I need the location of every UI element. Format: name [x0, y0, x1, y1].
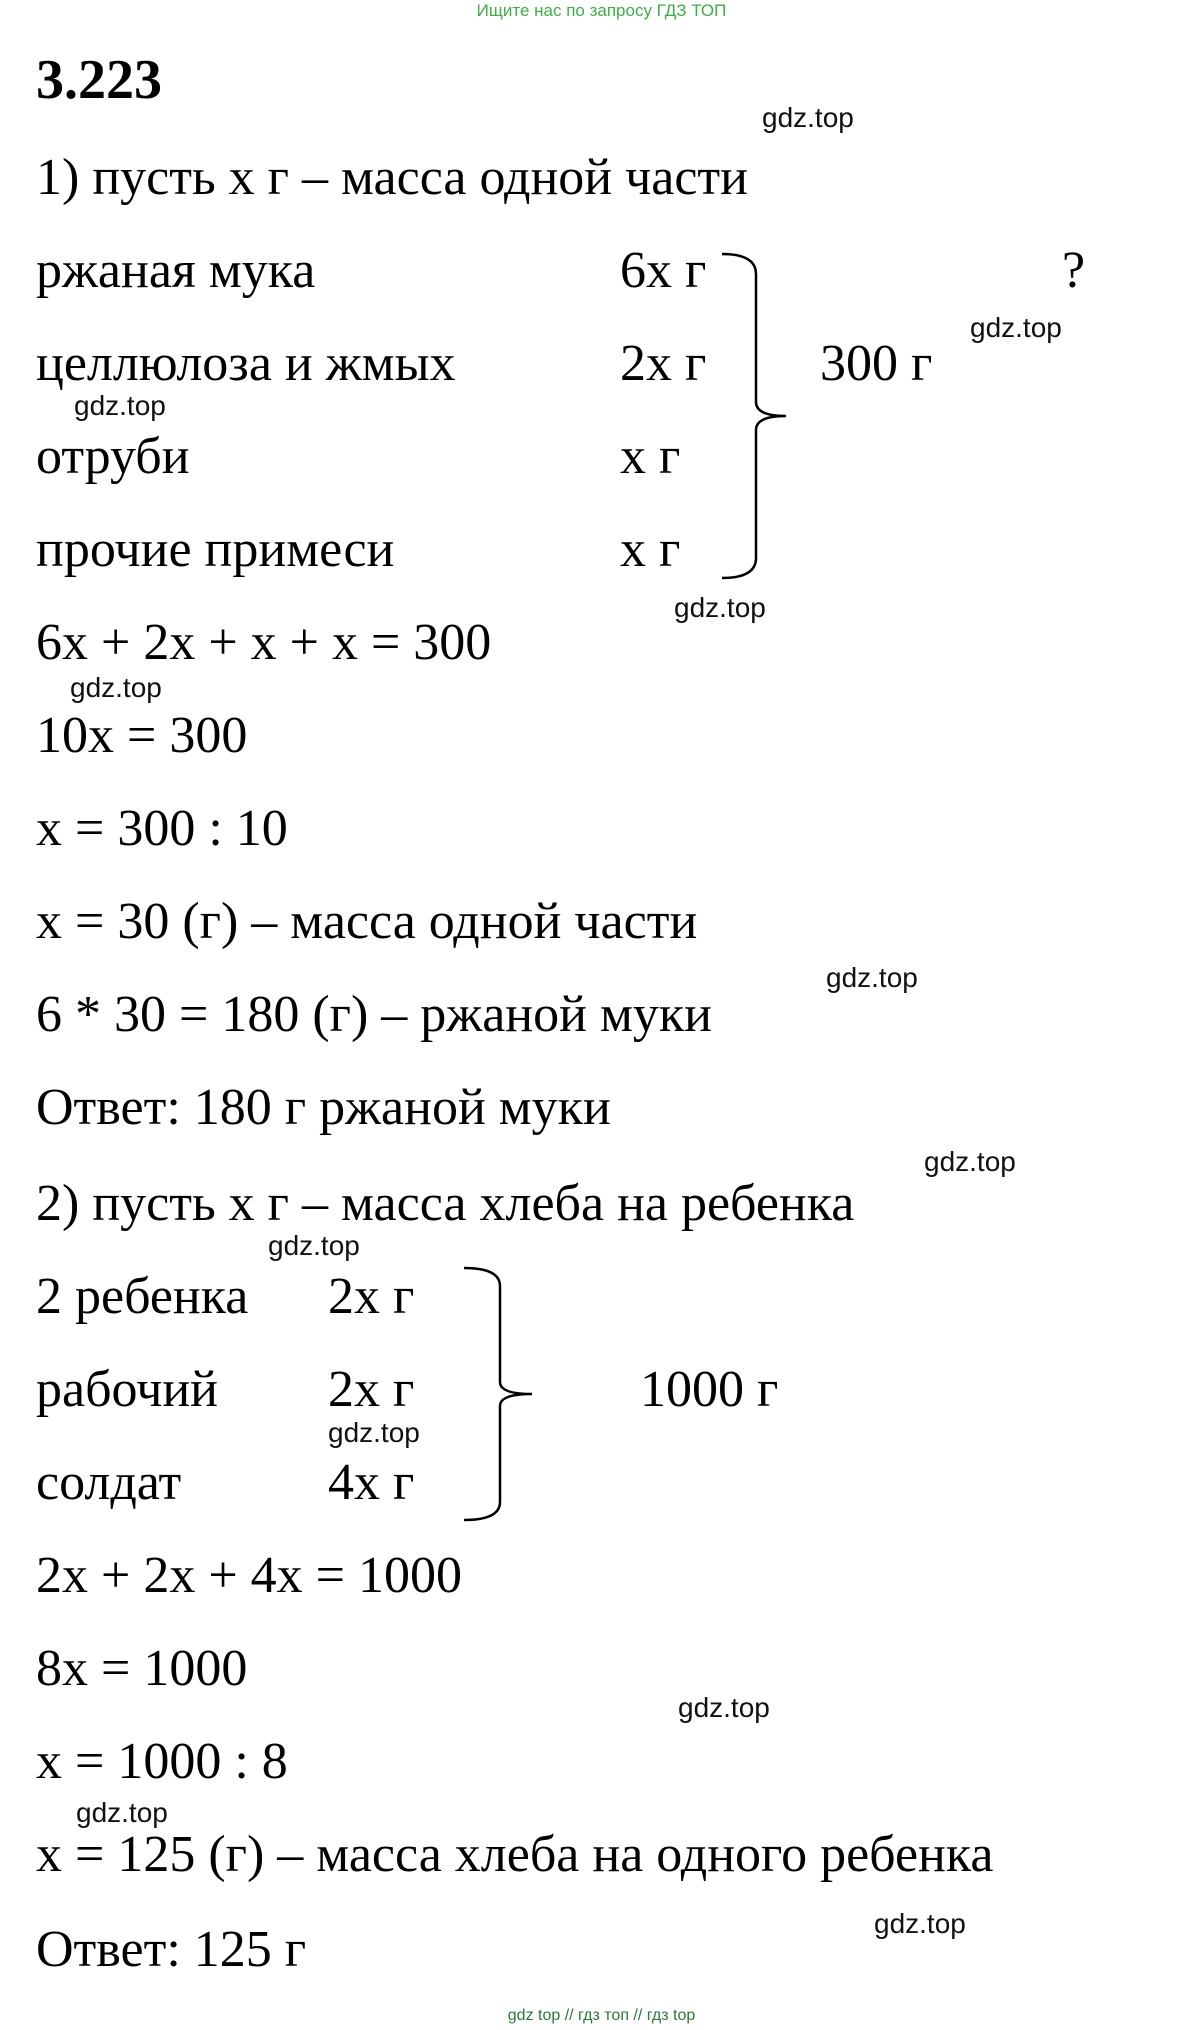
bottom-banner: gdz top // гдз топ // гдз top	[507, 2007, 696, 2024]
part2-row-value: 2х г	[328, 1361, 415, 1418]
watermark: gdz.top	[268, 1230, 360, 1261]
part1-intro: 1) пусть х г – масса одной части	[36, 149, 748, 206]
part1-question-mark: ?	[1062, 242, 1086, 299]
part2-step: х = 1000 : 8	[36, 1733, 288, 1790]
part1-row-value: 2х г	[620, 335, 707, 392]
part2-answer: Ответ: 125 г	[36, 1921, 307, 1978]
part1-step: х = 300 : 10	[36, 800, 288, 857]
part1-row-label: целлюлоза и жмых	[36, 335, 456, 392]
part1-step: х = 30 (г) – масса одной части	[36, 893, 698, 950]
part2-row-value: 4х г	[328, 1454, 415, 1511]
part2-step: х = 125 (г) – масса хлеба на одного ребенка	[36, 1826, 994, 1883]
top-banner: Ищите нас по запросу ГДЗ ТОП	[476, 1, 727, 20]
watermark: gdz.top	[762, 102, 854, 133]
watermark: gdz.top	[70, 672, 162, 703]
part1-row-label: прочие примеси	[36, 521, 395, 578]
part1-step: 6х + 2х + х + х = 300	[36, 614, 492, 671]
watermark: gdz.top	[328, 1417, 420, 1448]
part1-row-value: х г	[620, 521, 681, 578]
watermark: gdz.top	[874, 1908, 966, 1939]
part2-row-label: 2 ребенка	[36, 1268, 249, 1325]
part2-row-label: солдат	[36, 1454, 182, 1511]
part2-brace	[462, 1266, 542, 1526]
watermark: gdz.top	[674, 592, 766, 623]
problem-number: 3.223	[36, 49, 162, 111]
watermark: gdz.top	[76, 1797, 168, 1828]
part1-row-label: отруби	[36, 428, 190, 485]
watermark: gdz.top	[924, 1146, 1016, 1177]
part2-step: 2х + 2х + 4х = 1000	[36, 1547, 462, 1604]
part1-brace	[720, 252, 800, 582]
watermark: gdz.top	[74, 390, 166, 421]
part2-intro: 2) пусть х г – масса хлеба на ребенка	[36, 1175, 855, 1232]
part2-row-label: рабочий	[36, 1361, 218, 1418]
part1-answer: Ответ: 180 г ржаной муки	[36, 1079, 611, 1136]
part1-step: 6 * 30 = 180 (г) – ржаной муки	[36, 986, 712, 1043]
part2-row-value: 2х г	[328, 1268, 415, 1325]
part1-row-value: 6х г	[620, 242, 707, 299]
part1-step: 10х = 300	[36, 707, 248, 764]
watermark: gdz.top	[970, 312, 1062, 343]
part1-row-value: х г	[620, 428, 681, 485]
watermark: gdz.top	[678, 1692, 770, 1723]
part1-row-label: ржаная мука	[36, 242, 316, 299]
part2-total: 1000 г	[640, 1361, 779, 1418]
watermark: gdz.top	[826, 962, 918, 993]
part2-step: 8х = 1000	[36, 1640, 248, 1697]
part1-total: 300 г	[820, 335, 933, 392]
